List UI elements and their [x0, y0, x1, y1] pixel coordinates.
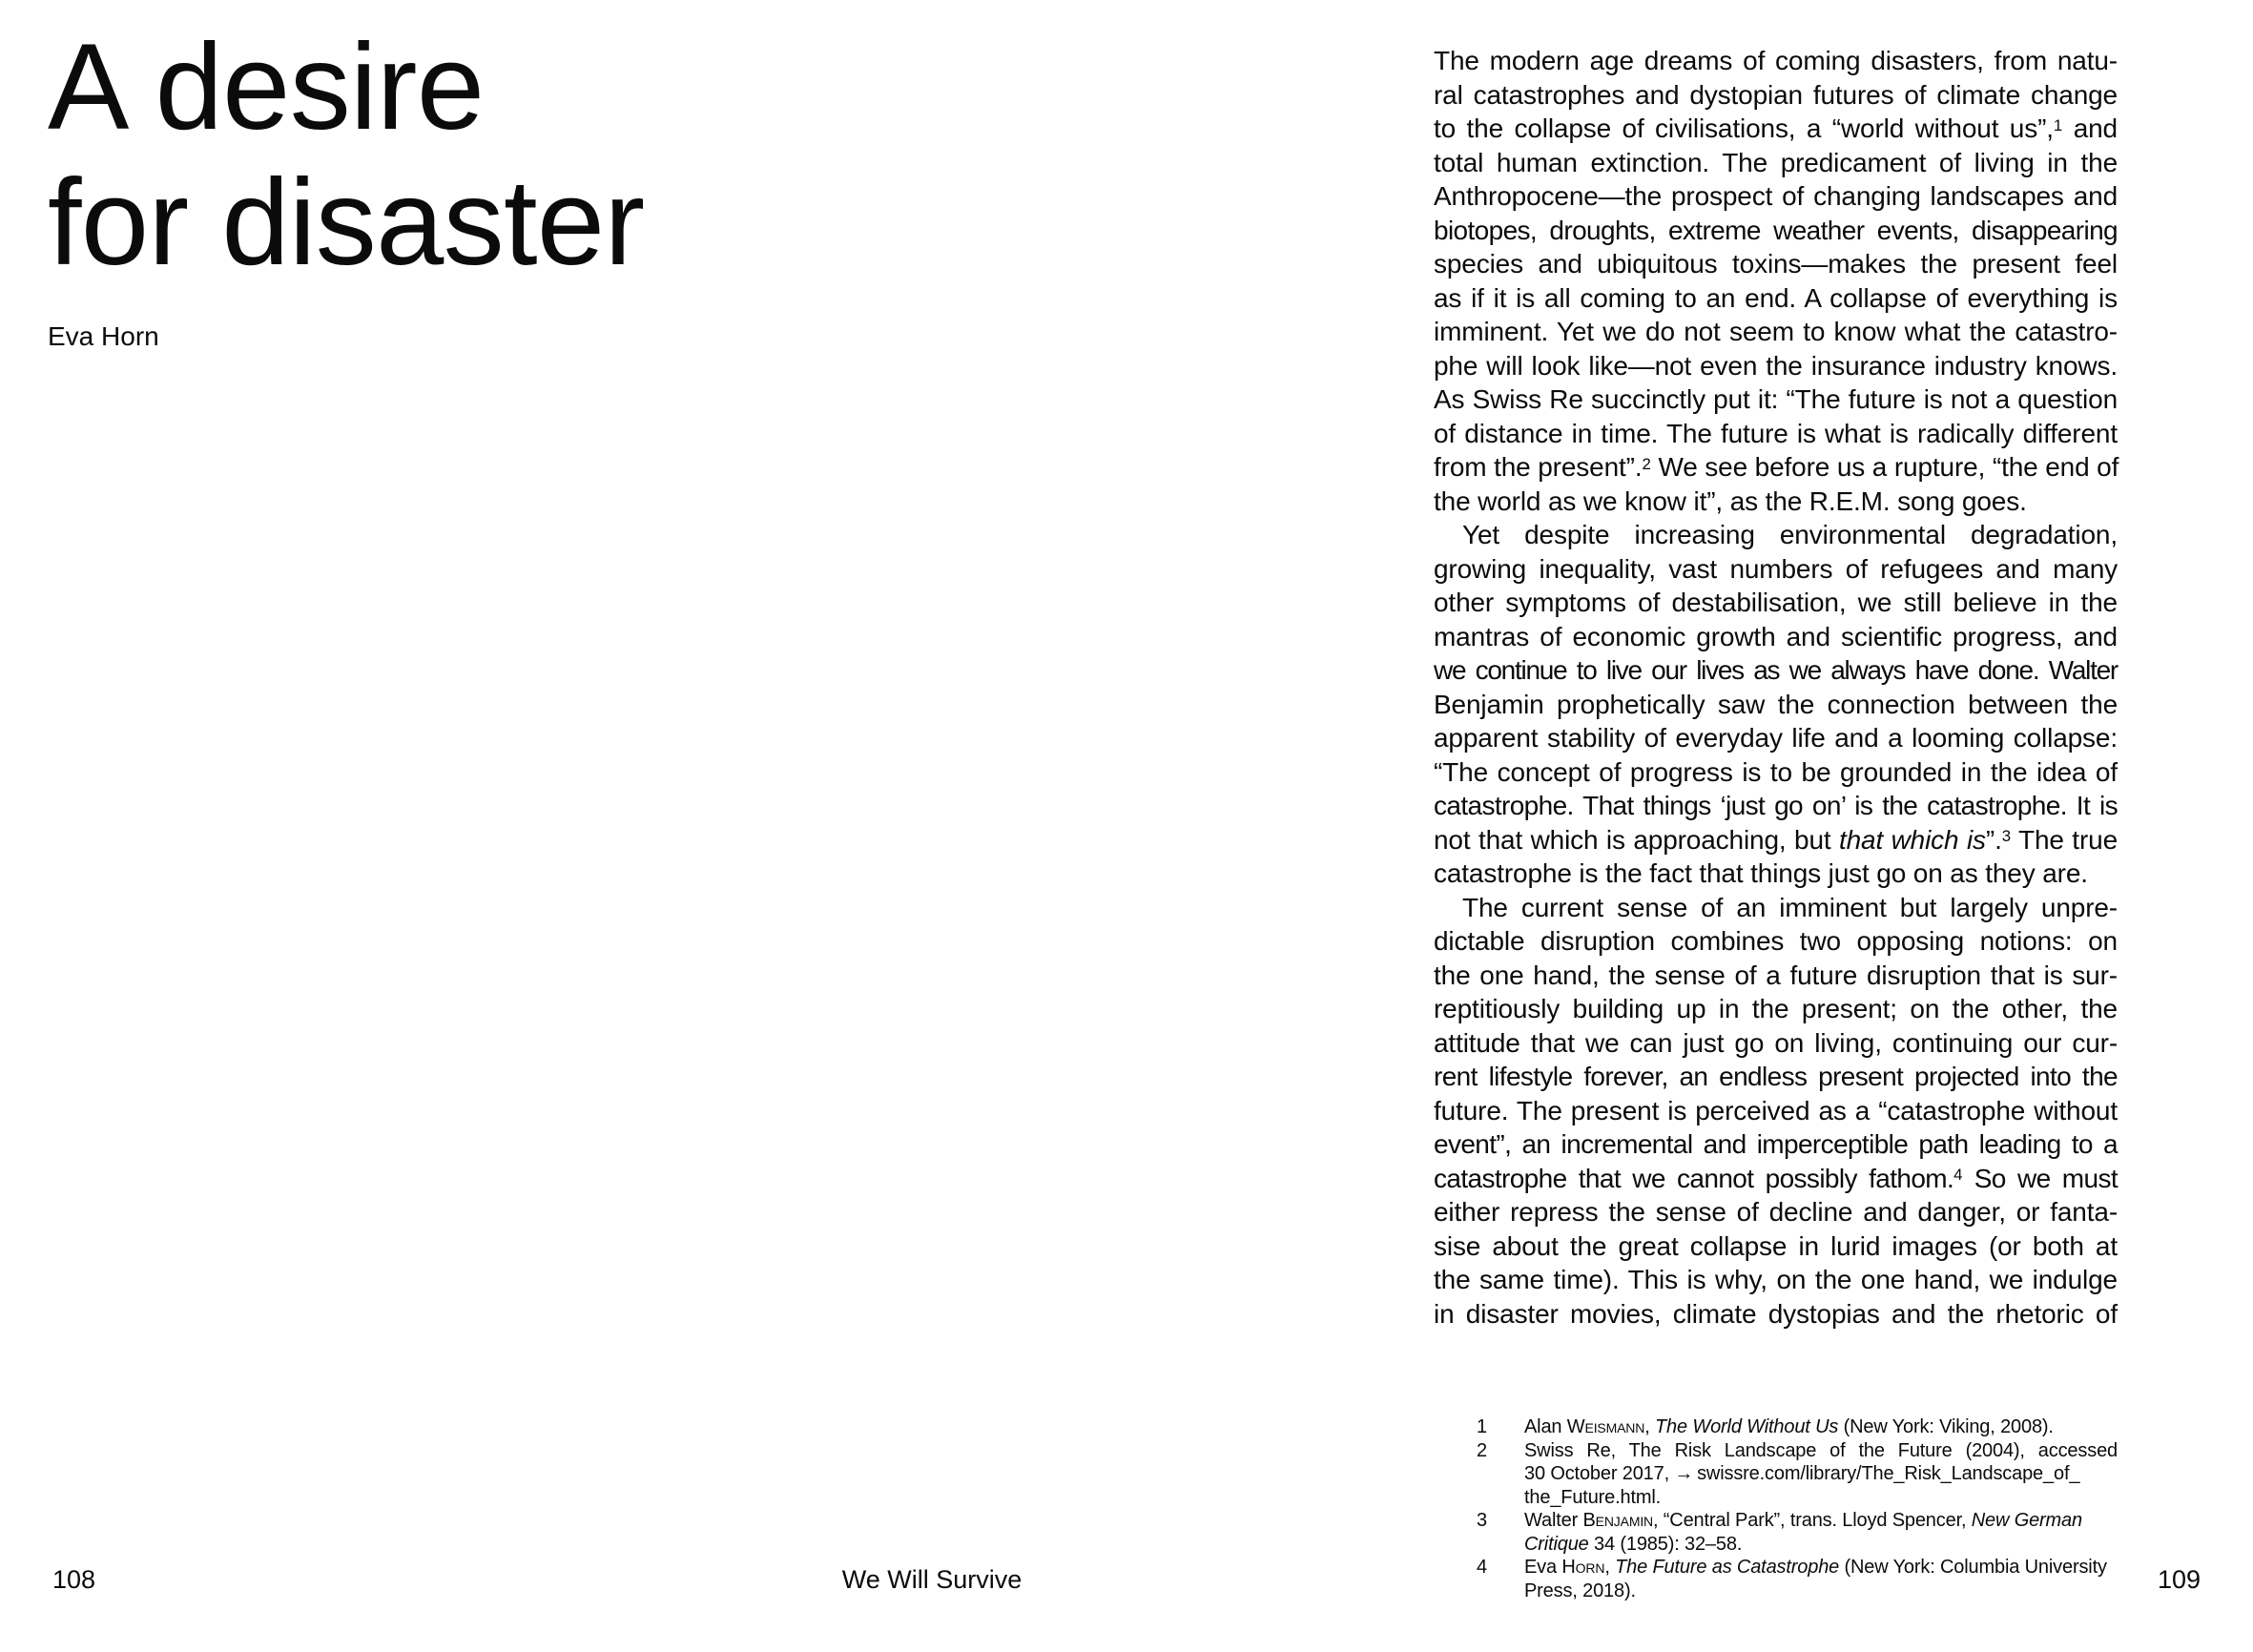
text-line: event”, an incremental and imperceptible path leading to a	[1434, 1129, 2118, 1159]
text-line: the world as we know it”, as the R.E.M. song goes.	[1434, 485, 2027, 516]
footnote-line: Eva Horn, The Future as Catastrophe (New York: Columbia University	[1524, 1557, 2107, 1578]
footnote-number: 4	[1477, 1557, 1488, 1578]
footnote	[1477, 1556, 2118, 1602]
text-line: in disaster movies, climate dystopias and the rhetoric of	[1434, 1298, 2118, 1329]
text-line: ral catastrophes and dystopian futures of climate change	[1434, 79, 2118, 110]
footnote-number: 3	[1477, 1510, 1488, 1531]
body-text-column	[1434, 44, 2118, 1331]
text-line: catastrophe that we cannot possibly fathom.$^4$ So we must	[1434, 1163, 2118, 1193]
text-line: As Swiss Re succinctly put it: “The future is not a question	[1434, 384, 2118, 414]
footnote-text	[1524, 1439, 2118, 1510]
text-line: rent lifestyle forever, an endless present projected into the	[1434, 1062, 2118, 1091]
footnote	[1477, 1415, 2118, 1439]
text-line: apparent stability of everyday life and a looming collapse:	[1434, 723, 2118, 753]
text-line: reptitiously building up in the present; on the other, the	[1434, 994, 2118, 1023]
footnote-text	[1524, 1509, 2118, 1556]
text-line: to the collapse of civilisations, a “world without us”,$^1$ and	[1434, 114, 2118, 143]
text-line: catastrophe. That things ‘just go on’ is the catastrophe. It is	[1434, 791, 2118, 820]
text-line: of distance in time. The future is what is radically different	[1434, 418, 2118, 448]
page-number-right: 109	[2157, 1565, 2201, 1594]
footnote	[1477, 1509, 2118, 1556]
text-line: Yet despite increasing environmental degradation,	[1462, 520, 2118, 549]
text-line: the same time). This is why, on the one hand, we indulge	[1434, 1265, 2118, 1294]
text-line: Anthropocene—the prospect of changing landscapes and	[1434, 181, 2118, 211]
text-line: species and ubiquitous toxins—makes the present feel	[1434, 249, 2118, 279]
text-line: either repress the sense of decline and danger, or fanta-	[1434, 1197, 2118, 1227]
footnote	[1477, 1439, 2118, 1510]
footnote-number: 1	[1477, 1416, 1488, 1437]
text-line: as if it is all coming to an end. A collapse of everything is	[1434, 282, 2118, 313]
page-number-left: 108	[52, 1565, 96, 1594]
article-title-line-2: for disaster	[48, 155, 645, 291]
text-line: growing inequality, vast numbers of refugees and many	[1434, 553, 2118, 584]
footnote-line: 30 October 2017, → swissre.com/library/The_Risk_Landscape_of_	[1524, 1463, 2080, 1484]
text-line: total human extinction. The predicament of living in the	[1434, 147, 2118, 177]
text-line: the one hand, the sense of a future disruption that is sur-	[1434, 960, 2118, 990]
text-line: from the present”.$^2$ We see before us a rupture, “the end of	[1434, 452, 2119, 482]
text-line: imminent. Yet we do not seem to know what the catastro-	[1434, 317, 2118, 346]
footnote-line: Critique 34 (1985): 32–58.	[1524, 1533, 1743, 1555]
text-line: future. The present is perceived as a “catastrophe without	[1434, 1095, 2118, 1125]
footnote-line: Walter Benjamin, “Central Park”, trans. Lloyd Spencer, New German	[1524, 1510, 2082, 1531]
article-title-line-1: A desire	[48, 19, 485, 155]
footnote-number: 2	[1477, 1439, 1488, 1461]
footnote-line: the_Future.html.	[1524, 1486, 1662, 1508]
text-line: mantras of economic growth and scientific progress, and	[1434, 621, 2118, 651]
text-line: “The concept of progress is to be grounded in the idea of	[1434, 756, 2118, 787]
footnote-text	[1524, 1415, 2118, 1439]
text-line: attitude that we can just go on living, continuing our cur-	[1434, 1027, 2118, 1058]
text-line: phe will look like—not even the insurance industry knows.	[1434, 350, 2118, 381]
article-title	[48, 20, 644, 291]
footnote-line: Press, 2018).	[1524, 1580, 1636, 1601]
text-line: The current sense of an imminent but largely unpre-	[1462, 892, 2118, 922]
footnotes-block	[1477, 1415, 2118, 1602]
footnote-line: Alan Weismann, The World Without Us (New York: Viking, 2008).	[1524, 1416, 2054, 1437]
text-line: we continue to live our lives as we always have done. Walter	[1434, 655, 2118, 685]
running-title: We Will Survive	[841, 1565, 1023, 1594]
text-line: catastrophe is the fact that things just go on as they are.	[1434, 858, 2088, 888]
text-line: dictable disruption combines two opposing notions: on	[1434, 926, 2118, 956]
text-line: The modern age dreams of coming disasters, from natu-	[1434, 46, 2118, 75]
author-name: Eva Horn	[48, 321, 159, 351]
text-line: biotopes, droughts, extreme weather events, disappearing	[1434, 215, 2118, 245]
text-line: other symptoms of destabilisation, we still believe in the	[1434, 588, 2118, 617]
footnote-line: Swiss Re, The Risk Landscape of the Future (2004), accessed	[1524, 1439, 2118, 1461]
text-line: not that which is approaching, but that which is”.$^3$ The true	[1434, 824, 2118, 855]
text-line: Benjamin prophetically saw the connection between the	[1434, 689, 2118, 719]
text-line: sise about the great collapse in lurid images (or both at	[1434, 1230, 2118, 1261]
footnote-text	[1524, 1556, 2118, 1602]
